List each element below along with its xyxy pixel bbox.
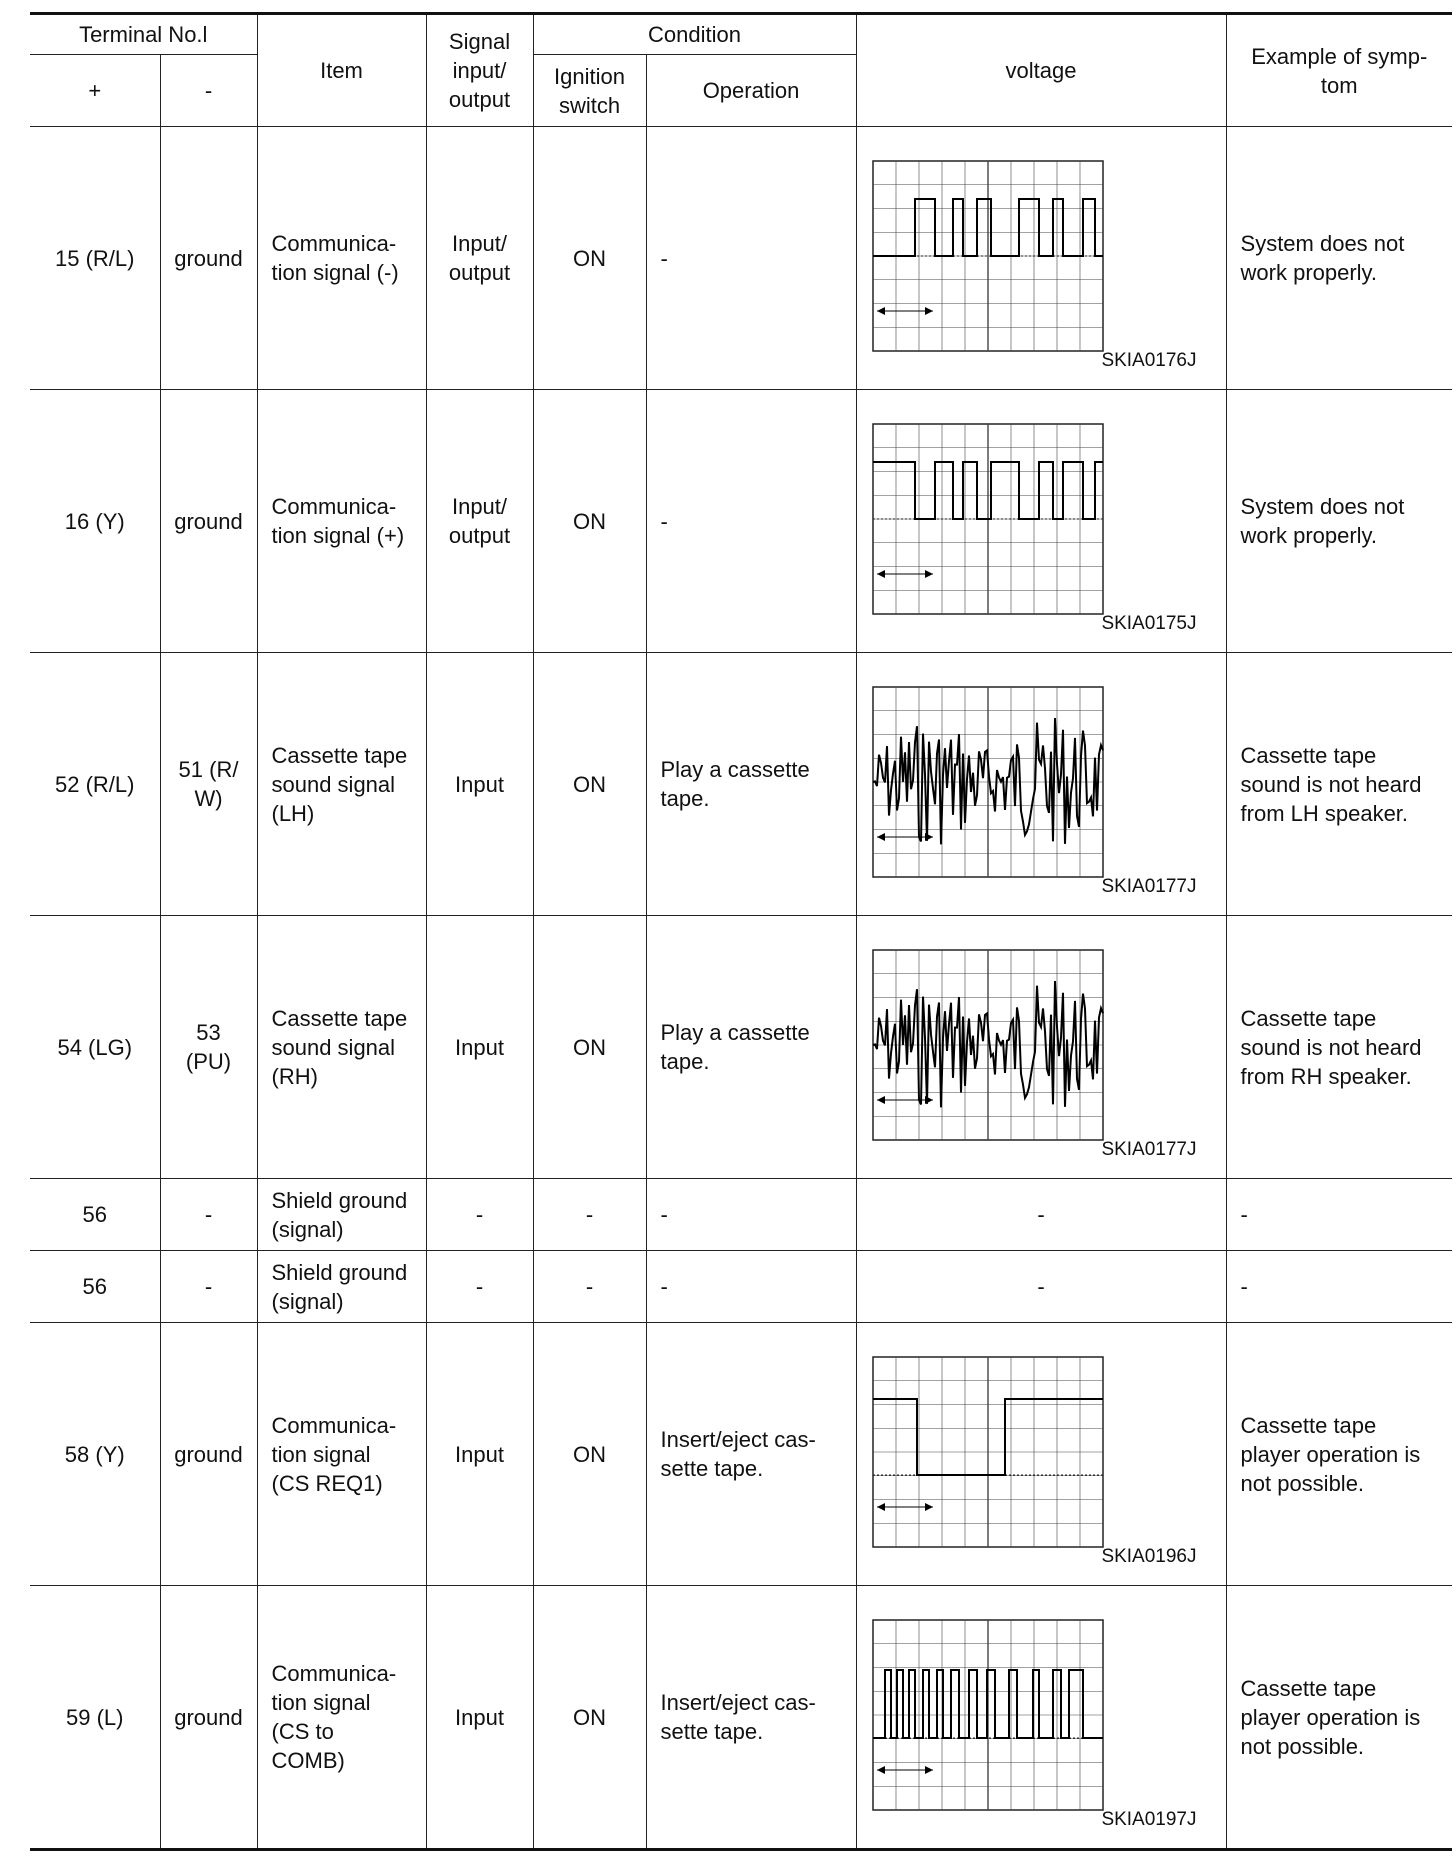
ignition-cell: ON [533,1586,646,1850]
item-cell: Cassette tape sound signal (RH) [257,916,426,1179]
operation-cell: Insert/eject cas- sette tape. [646,1586,856,1850]
figure-caption: SKIA0175J [1101,613,1197,634]
terminal-minus: ground [160,390,257,653]
symptom-cell: - [1226,1179,1452,1251]
signal-io-cell: Input [426,916,533,1179]
signal-io-cell: Input/ output [426,127,533,390]
signal-io-cell: Input [426,1323,533,1586]
signal-io-cell: Input [426,653,533,916]
figure-caption: SKIA0177J [1101,1139,1197,1160]
operation-cell: - [646,127,856,390]
operation-cell: Play a cassette tape. [646,916,856,1179]
operation-cell: - [646,1251,856,1323]
terminal-plus: 15 (R/L) [30,127,160,390]
table-row [30,1586,1452,1850]
terminal-minus: 53 (PU) [160,916,257,1179]
terminal-minus: - [160,1251,257,1323]
voltage-cell: - [856,1251,1226,1323]
oscilloscope-waveform [869,683,1107,881]
ignition-cell: ON [533,390,646,653]
symptom-cell: Cassette tape player operation is not possible. [1226,1586,1452,1850]
item-cell: Communica- tion signal (CS to COMB) [257,1586,426,1850]
terminal-plus: 56 [30,1179,160,1251]
operation-cell: - [646,390,856,653]
terminal-minus: ground [160,127,257,390]
table-row [30,1251,1452,1323]
voltage-cell: - [856,1179,1226,1251]
terminal-plus: 54 (LG) [30,916,160,1179]
table-row [30,390,1452,653]
terminal-plus: 58 (Y) [30,1323,160,1586]
header-operation: Operation [646,55,856,127]
header-signal-io: Signal input/ output [426,14,533,127]
terminal-minus: ground [160,1586,257,1850]
header-voltage: voltage [856,14,1226,127]
oscilloscope-waveform [869,1353,1107,1551]
figure-caption: SKIA0196J [1101,1546,1197,1567]
item-cell: Communica- tion signal (CS REQ1) [257,1323,426,1586]
signal-io-cell: - [426,1179,533,1251]
symptom-cell: Cassette tape player operation is not possible. [1226,1323,1452,1586]
item-cell: Shield ground (signal) [257,1251,426,1323]
signal-io-cell: Input/ output [426,390,533,653]
symptom-cell: System does not work properly. [1226,127,1452,390]
figure-caption: SKIA0176J [1101,350,1197,371]
figure-caption: SKIA0197J [1101,1809,1197,1830]
symptom-cell: - [1226,1251,1452,1323]
voltage-cell [856,1586,1226,1850]
signal-io-cell: Input [426,1586,533,1850]
item-cell: Cassette tape sound signal (LH) [257,653,426,916]
ignition-cell: ON [533,916,646,1179]
symptom-cell: System does not work properly. [1226,390,1452,653]
terminal-minus: - [160,1179,257,1251]
header-minus: - [160,55,257,127]
ignition-cell: - [533,1179,646,1251]
header-ignition-switch: Ignition switch [533,55,646,127]
ignition-cell: - [533,1251,646,1323]
table-row [30,916,1452,1179]
terminal-plus: 56 [30,1251,160,1323]
table-row [30,1179,1452,1251]
table-row [30,1323,1452,1586]
symptom-cell: Cassette tape sound is not heard from LH speaker. [1226,653,1452,916]
oscilloscope-waveform [869,1616,1107,1814]
table-row [30,653,1452,916]
terminal-minus: ground [160,1323,257,1586]
header-terminal-no: Terminal No.l [30,14,257,55]
operation-cell: - [646,1179,856,1251]
header-symptom: Example of symp- tom [1226,14,1452,127]
oscilloscope-waveform [869,946,1107,1144]
oscilloscope-waveform [869,157,1107,355]
operation-cell: Insert/eject cas- sette tape. [646,1323,856,1586]
item-cell: Communica- tion signal (-) [257,127,426,390]
table-row [30,127,1452,390]
figure-caption: SKIA0177J [1101,876,1197,897]
operation-cell: Play a cassette tape. [646,653,856,916]
item-cell: Shield ground (signal) [257,1179,426,1251]
symptom-cell: Cassette tape sound is not heard from RH speaker. [1226,916,1452,1179]
ignition-cell: ON [533,1323,646,1586]
item-cell: Communica- tion signal (+) [257,390,426,653]
terminal-plus: 59 (L) [30,1586,160,1850]
header-item: Item [257,14,426,127]
voltage-cell [856,1323,1226,1586]
header-plus: + [30,55,160,127]
terminal-plus: 16 (Y) [30,390,160,653]
voltage-cell [856,390,1226,653]
table-body [30,127,1452,1850]
terminal-minus: 51 (R/ W) [160,653,257,916]
signal-io-cell: - [426,1251,533,1323]
terminal-table [30,12,1452,1851]
oscilloscope-waveform [869,420,1107,618]
ignition-cell: ON [533,127,646,390]
voltage-cell [856,653,1226,916]
header-condition: Condition [533,14,856,55]
ignition-cell: ON [533,653,646,916]
voltage-cell [856,127,1226,390]
voltage-cell [856,916,1226,1179]
terminal-plus: 52 (R/L) [30,653,160,916]
